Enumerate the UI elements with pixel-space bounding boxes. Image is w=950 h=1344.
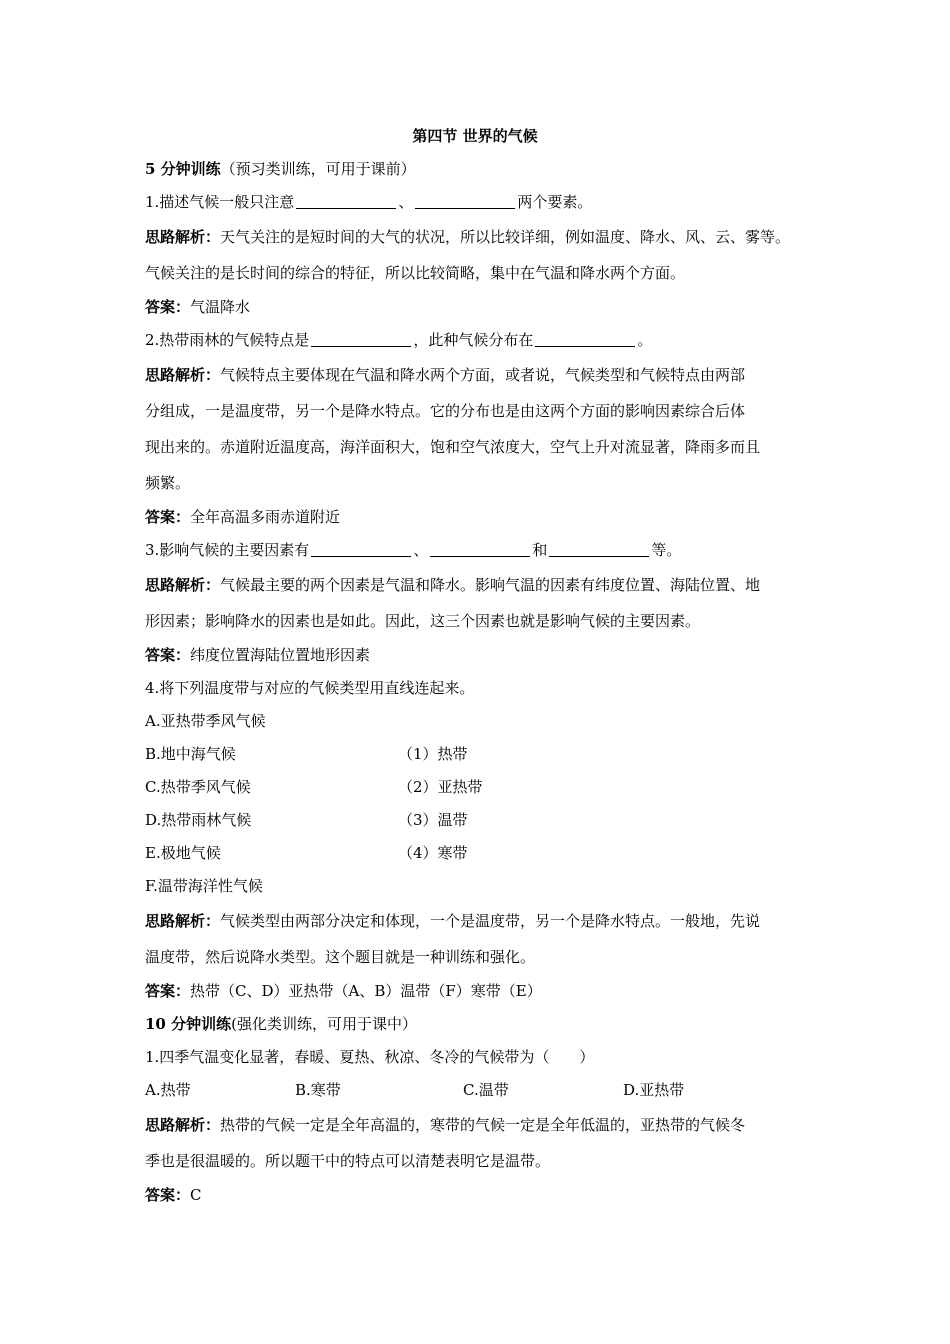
match-row xyxy=(145,837,815,870)
analysis-line: 季也是很温暖的。所以题干中的特点可以清楚表明它是温带。 xyxy=(145,1152,551,1170)
analysis-text: 气候最主要的两个因素是气温和降水。影响气温的因素有纬度位置、海陆位置、地 xyxy=(220,576,761,594)
match-row xyxy=(145,870,815,903)
answer-text: 热带（C、D）亚热带（A、B）温带（F）寒带（E） xyxy=(190,982,542,1000)
analysis-line xyxy=(145,1107,815,1143)
answer-line xyxy=(145,291,815,324)
section-note: （预习类训练，可用于课前） xyxy=(220,160,416,178)
section-heading-label: 5 分钟训练 xyxy=(145,160,221,178)
answer-text: 全年高温多雨赤道附近 xyxy=(190,508,341,526)
answer-label: 答案： xyxy=(145,982,191,1000)
question-text: 1.描述气候一般只注意 xyxy=(145,193,295,211)
analysis-line: 温度带，然后说降水类型。这个题目就是一种训练和强化。 xyxy=(145,948,536,966)
answer-blank[interactable] xyxy=(535,332,635,347)
multiple-choice-options xyxy=(145,1074,815,1107)
question-text: 。 xyxy=(637,331,653,349)
question-text: 等。 xyxy=(651,541,682,559)
answer-blank[interactable] xyxy=(415,194,515,209)
answer-label: 答案： xyxy=(145,646,191,664)
climate-type-item: B.地中海气候 xyxy=(145,745,236,763)
analysis-line: 频繁。 xyxy=(145,474,191,492)
answer-line xyxy=(145,639,815,672)
answer-line xyxy=(145,501,815,534)
analysis-label: 思路解析： xyxy=(145,228,221,246)
analysis-line xyxy=(145,219,815,255)
temperature-zone-item: （2）亚热带 xyxy=(398,778,483,796)
match-row xyxy=(145,738,815,771)
answer-blank[interactable] xyxy=(311,542,411,557)
separator: 、 xyxy=(398,193,414,211)
answer-text: 气温降水 xyxy=(190,298,251,316)
question-text: 两个要素。 xyxy=(517,193,593,211)
page-title: 第四节 世界的气候 xyxy=(412,127,538,145)
question-1 xyxy=(145,186,815,219)
answer-line xyxy=(145,975,815,1008)
option-c[interactable]: C.温带 xyxy=(463,1081,509,1099)
analysis-label: 思路解析： xyxy=(145,912,221,930)
answer-label: 答案： xyxy=(145,1186,191,1204)
temperature-zone-item: （1）热带 xyxy=(398,745,468,763)
answer-blank[interactable] xyxy=(296,194,396,209)
question-text: 和 xyxy=(532,541,548,559)
answer-blank[interactable] xyxy=(311,332,411,347)
question-5: 1.四季气温变化显著，春暖、夏热、秋凉、冬冷的气候带为（ ） xyxy=(145,1048,595,1066)
section-heading-5min xyxy=(145,153,815,186)
climate-type-item: C.热带季风气候 xyxy=(145,778,251,796)
analysis-line xyxy=(145,357,815,393)
answer-line xyxy=(145,1179,815,1212)
section-note: (强化类训练，可用于课中） xyxy=(231,1015,417,1033)
temperature-zone-item: （3）温带 xyxy=(398,811,468,829)
section-heading-10min xyxy=(145,1008,815,1041)
document-page xyxy=(145,120,815,1212)
option-d[interactable]: D.亚热带 xyxy=(623,1081,685,1099)
answer-blank[interactable] xyxy=(430,542,530,557)
match-row xyxy=(145,771,815,804)
analysis-line: 分组成，一是温度带，另一个是降水特点。它的分布也是由这两个方面的影响因素综合后体 xyxy=(145,402,746,420)
analysis-line: 气候关注的是长时间的综合的特征，所以比较简略，集中在气温和降水两个方面。 xyxy=(145,264,686,282)
option-b[interactable]: B.寒带 xyxy=(295,1081,341,1099)
climate-type-item: F.温带海洋性气候 xyxy=(145,877,263,895)
analysis-text: 热带的气候一定是全年高温的，寒带的气候一定是全年低温的，亚热带的气候冬 xyxy=(220,1116,746,1134)
answer-text: C xyxy=(190,1186,202,1204)
analysis-text: 气候类型由两部分决定和体现，一个是温度带，另一个是降水特点。一般地，先说 xyxy=(220,912,761,930)
analysis-line: 形因素；影响降水的因素也是如此。因此，这三个因素也就是影响气候的主要因素。 xyxy=(145,612,701,630)
question-4: 4.将下列温度带与对应的气候类型用直线连起来。 xyxy=(145,679,475,697)
question-text: ，此种气候分布在 xyxy=(413,331,534,349)
analysis-label: 思路解析： xyxy=(145,366,221,384)
climate-type-item: E.极地气候 xyxy=(145,844,221,862)
answer-label: 答案： xyxy=(145,508,191,526)
section-heading-label: 10 分钟训练 xyxy=(145,1015,232,1033)
climate-type-item: A.亚热带季风气候 xyxy=(145,712,266,730)
analysis-text: 天气关注的是短时间的大气的状况，所以比较详细，例如温度、降水、风、云、雾等。 xyxy=(220,228,791,246)
question-text: 2.热带雨林的气候特点是 xyxy=(145,331,310,349)
analysis-text: 气候特点主要体现在气温和降水两个方面，或者说，气候类型和气候特点由两部 xyxy=(220,366,746,384)
match-row xyxy=(145,804,815,837)
analysis-line xyxy=(145,903,815,939)
question-2 xyxy=(145,324,815,357)
analysis-label: 思路解析： xyxy=(145,576,221,594)
match-row xyxy=(145,705,815,738)
answer-text: 纬度位置海陆位置地形因素 xyxy=(190,646,371,664)
answer-label: 答案： xyxy=(145,298,191,316)
analysis-line xyxy=(145,567,815,603)
option-a[interactable]: A.热带 xyxy=(145,1081,191,1099)
separator: 、 xyxy=(413,541,429,559)
climate-type-item: D.热带雨林气候 xyxy=(145,811,252,829)
temperature-zone-item: （4）寒带 xyxy=(398,844,468,862)
analysis-label: 思路解析： xyxy=(145,1116,221,1134)
answer-blank[interactable] xyxy=(549,542,649,557)
question-3 xyxy=(145,534,815,567)
analysis-line: 现出来的。赤道附近温度高，海洋面积大，饱和空气浓度大，空气上升对流显著，降雨多而且 xyxy=(145,438,761,456)
question-text: 3.影响气候的主要因素有 xyxy=(145,541,310,559)
